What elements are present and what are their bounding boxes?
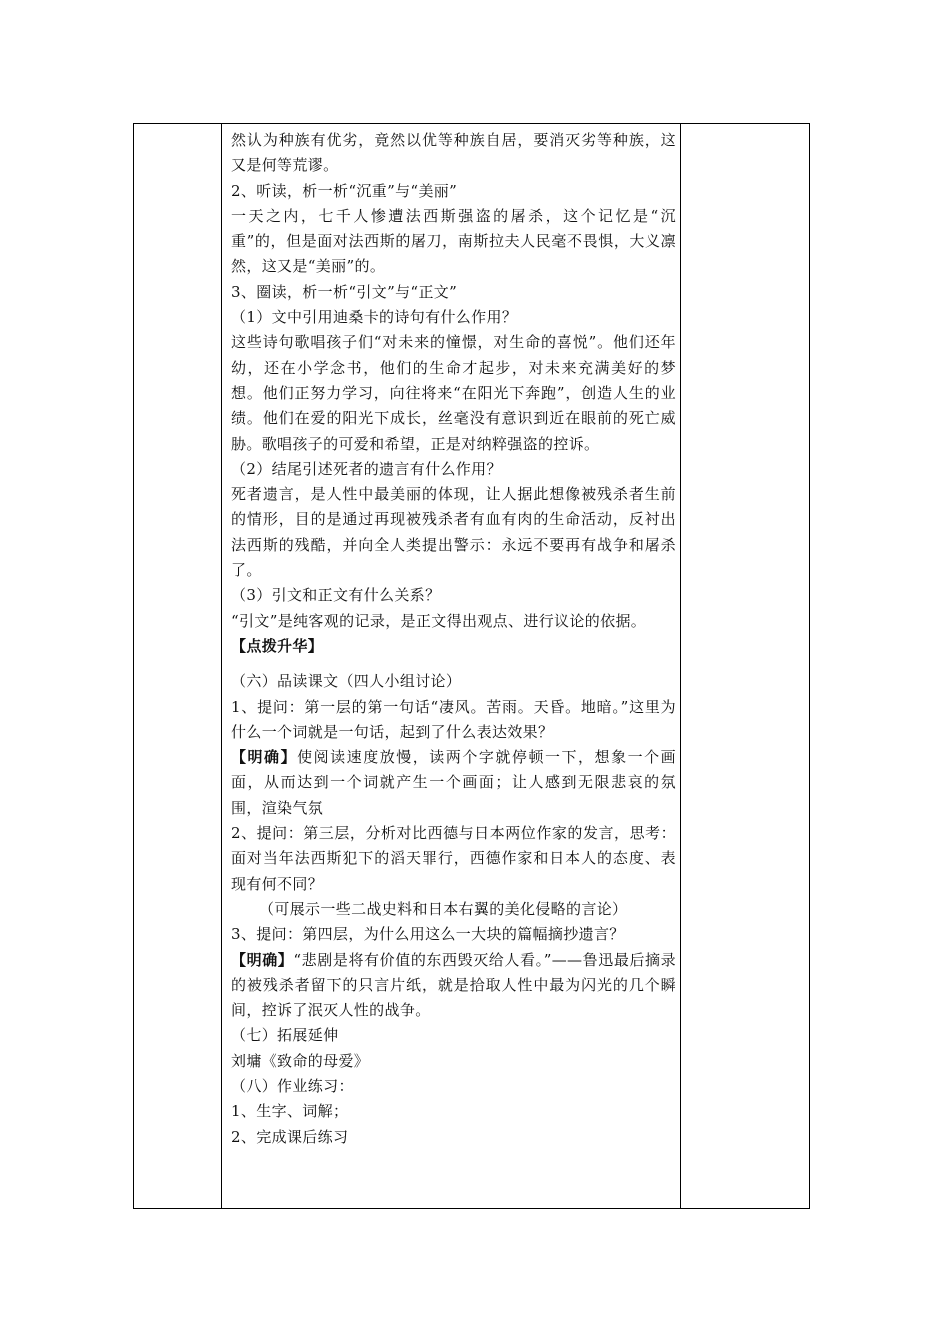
paragraph: 刘墉《致命的母爱》 <box>231 1051 370 1070</box>
paragraph-text: 使阅读速度放慢，读两个字就停顿一下，想象一个画面，从而达到一个词就产生一个画面；让人感到无限悲哀的氛围，渲染气氛 <box>231 748 676 817</box>
paragraph: （1）文中引用迪桑卡的诗句有什么作用？ <box>231 308 518 327</box>
paragraph: 1、生字、词解； <box>231 1102 349 1121</box>
clarify-tag: 【明确】 <box>231 748 298 767</box>
clarify-tag: 【明确】 <box>231 950 294 969</box>
paragraph: 死者遗言，是人性中最美丽的体现，让人据此想像被残杀者生前的情形，目的是通过再现被残杀者有血有肉的生命活动，反衬出法西斯的残酷，并向全人类提出警示：永远不要再有战争和屠杀了。 <box>231 485 676 580</box>
paragraph-text: “悲剧是将有价值的东西毁灭给人看。”——鲁迅最后摘录的被残杀者留下的只言片纸，就是拾取人性中最为闪光的几个瞬间，控诉了泯灭人性的战争。 <box>231 950 676 1020</box>
paragraph: 2、听读，析一析“沉重”与“美丽” <box>231 181 458 200</box>
lesson-plan-table <box>133 123 810 1209</box>
paragraph: 一天之内，七千人惨遭法西斯强盗的屠杀，这个记忆是“沉重”的，但是面对法西斯的屠刀，南斯拉夫人民毫不畏惧，大义凛然，这又是“美丽”的。 <box>231 206 676 276</box>
column-divider <box>809 124 810 1208</box>
column-divider <box>680 124 681 1208</box>
paragraph: （六）品读课文（四人小组讨论） <box>231 672 462 691</box>
paragraph: （八）作业练习： <box>231 1076 354 1095</box>
paragraph: （3）引文和正文有什么关系？ <box>231 586 441 605</box>
paragraph: （可展示一些二战史料和日本右翼的美化侵略的言论） <box>259 899 628 918</box>
paragraph <box>231 745 676 821</box>
paragraph: 2、完成课后练习 <box>231 1127 349 1146</box>
paragraph: 3、提问：第四层，为什么用这么一大块的篇幅摘抄遗言？ <box>231 925 625 944</box>
paragraph: 1、提问：第一层的第一句话“凄风。苦雨。天昏。地暗。”这里为什么一个词就是一句话，起到了什么表达效果？ <box>231 697 676 741</box>
paragraph: （2）结尾引述死者的遗言有什么作用？ <box>231 459 502 478</box>
paragraph <box>231 948 676 1024</box>
paragraph: （七）拓展延伸 <box>231 1026 339 1045</box>
paragraph: “引文”是纯客观的记录，是正文得出观点、进行议论的依据。 <box>231 611 647 630</box>
lesson-content-cell <box>222 124 680 1150</box>
paragraph: 2、提问：第三层，分析对比西德与日本两位作家的发言，思考：面对当年法西斯犯下的滔天罪行，西德作家和日本人的态度、表现有何不同？ <box>231 824 676 893</box>
paragraph: 这些诗句歌唱孩子们“对未来的憧憬，对生命的喜悦”。他们还年幼，还在小学念书，他们的生命才起步，对未来充满美好的梦想。他们正努力学习，向往将来“在阳光下奔跑”，创造人生的业绩。他们在爱的阳光下成长，丝毫没有意识到近在眼前的死亡威胁。歌唱孩子的可爱和希望，正是对纳粹强盗的控诉。 <box>231 333 676 453</box>
section-heading: 【点拨升华】 <box>231 636 324 655</box>
paragraph: 然认为种族有优劣，竟然以优等种族自居，要消灭劣等种族，这又是何等荒谬。 <box>231 131 676 175</box>
paragraph: 3、圈读，析一析“引文”与“正文” <box>231 282 458 301</box>
